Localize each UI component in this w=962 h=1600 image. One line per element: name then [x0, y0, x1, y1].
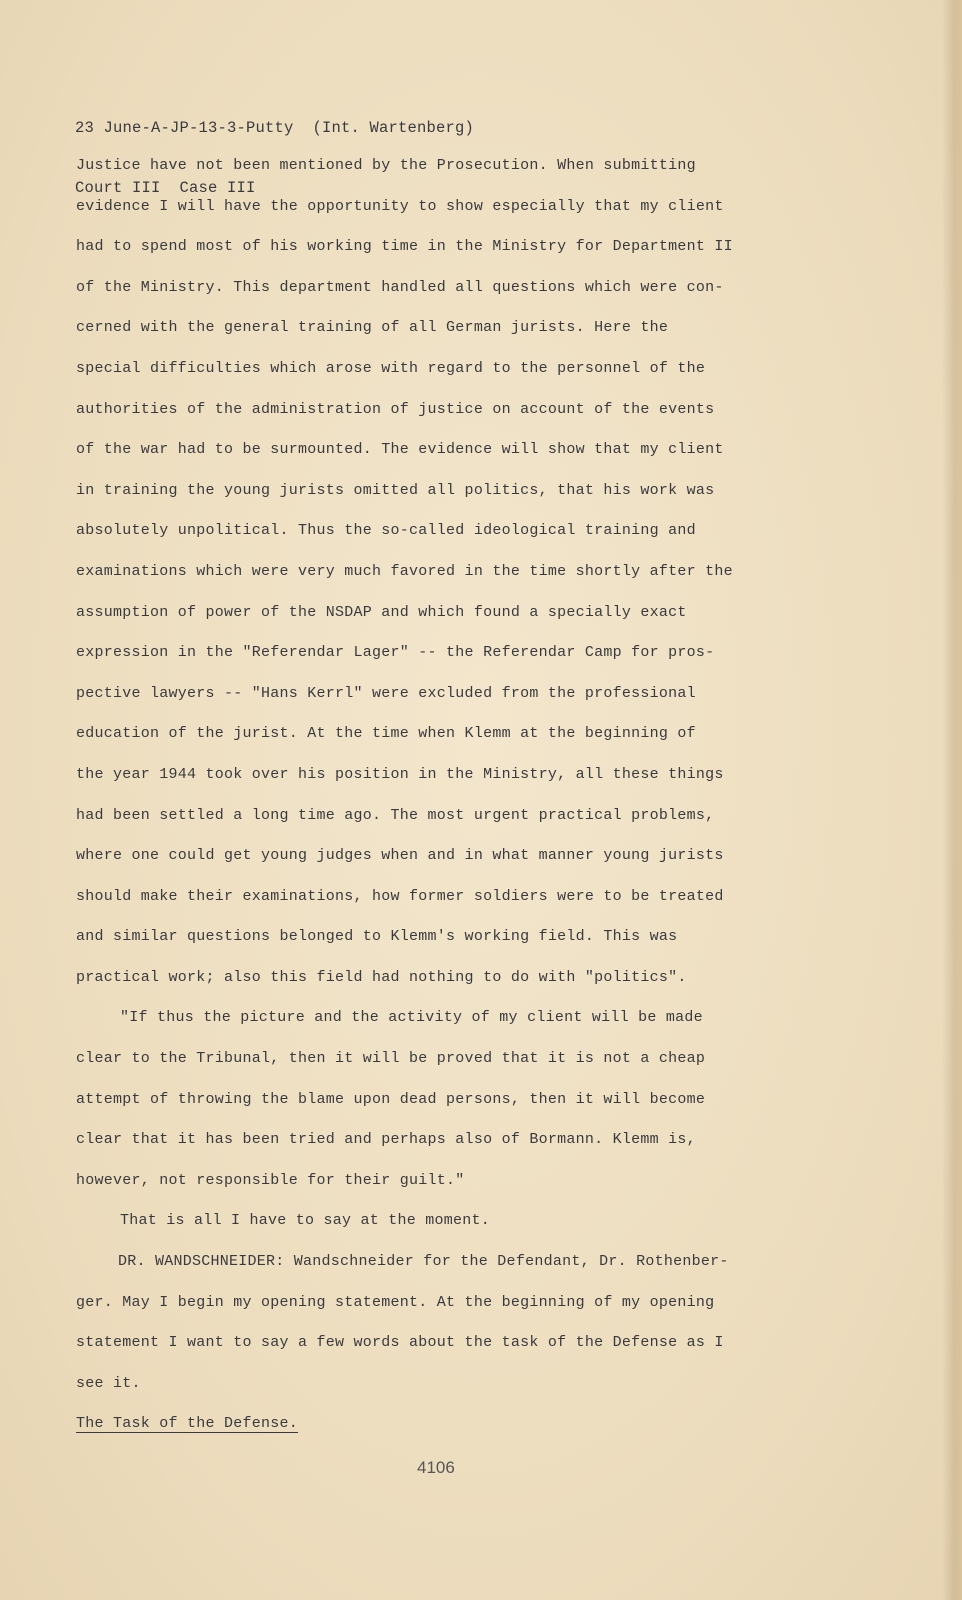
section-heading-text: The Task of the Defense. — [76, 1415, 299, 1433]
text-line: cerned with the general training of all German jurists. Here the — [76, 319, 669, 337]
page-number: 4106 — [417, 1458, 455, 1477]
text-line: of the war had to be surmounted. The evidence will show that my client — [76, 441, 724, 459]
text-line: Justice have not been mentioned by the Prosecution. When submitting — [76, 157, 696, 174]
text-line: ger. May I begin my opening statement. At the beginning of my opening — [76, 1293, 715, 1311]
text-line: practical work; also this field had nothing to do with "politics". — [76, 968, 687, 986]
text-line: should make their examinations, how former soldiers were to be treated — [76, 887, 724, 905]
section-heading — [76, 1414, 836, 1455]
text-line: had to spend most of his working time in the Ministry for Department II — [76, 238, 733, 256]
quote-paragraph-start: "If thus the picture and the activity of my client will be made — [120, 1009, 703, 1027]
text-line: the year 1944 took over his position in the Ministry, all these things — [76, 765, 724, 783]
text-line: authorities of the administration of justice on account of the events — [76, 400, 715, 418]
text-line: attempt of throwing the blame upon dead persons, then it will become — [76, 1090, 706, 1108]
text-line: clear to the Tribunal, then it will be proved that it is not a cheap — [76, 1050, 706, 1068]
text-line: special difficulties which arose with regard to the personnel of the — [76, 359, 706, 377]
speaker-paragraph-start: DR. WANDSCHNEIDER: Wandschneider for the Defendant, Dr. Rothenber- — [118, 1253, 729, 1271]
text-line: pective lawyers -- "Hans Kerrl" were excluded from the professional — [76, 684, 696, 702]
closing-remark: That is all I have to say at the moment. — [120, 1212, 491, 1230]
text-line: see it. — [76, 1374, 141, 1392]
page-edge-shadow — [942, 0, 962, 1600]
text-line: statement I want to say a few words about the task of the Defense as I — [76, 1334, 724, 1352]
text-line: evidence I will have the opportunity to show especially that my client — [76, 197, 724, 215]
text-line: assumption of power of the NSDAP and which found a specially exact — [76, 603, 687, 621]
text-line: had been settled a long time ago. The most urgent practical problems, — [76, 806, 715, 824]
header-court-case: Court III Case III — [75, 179, 256, 197]
text-line: clear that it has been tried and perhaps also of Bormann. Klemm is, — [76, 1131, 696, 1149]
text-line: however, not responsible for their guilt." — [76, 1171, 465, 1189]
header-file-reference: 23 June-A-JP-13-3-Putty (Int. Wartenberg) — [75, 119, 475, 137]
text-line: and similar questions belonged to Klemm's working field. This was — [76, 928, 678, 946]
text-line: of the Ministry. This department handled all questions which were con- — [76, 278, 724, 296]
text-line: absolutely unpolitical. Thus the so-called ideological training and — [76, 522, 696, 540]
text-line: in training the young jurists omitted all politics, that his work was — [76, 481, 715, 499]
text-line: education of the jurist. At the time when Klemm at the beginning of — [76, 725, 696, 743]
transcript-body — [76, 156, 836, 1455]
text-line: where one could get young judges when and in what manner young jurists — [76, 847, 724, 865]
text-line: expression in the "Referendar Lager" -- the Referendar Camp for pros- — [76, 644, 715, 662]
text-line: examinations which were very much favored in the time shortly after the — [76, 562, 733, 580]
